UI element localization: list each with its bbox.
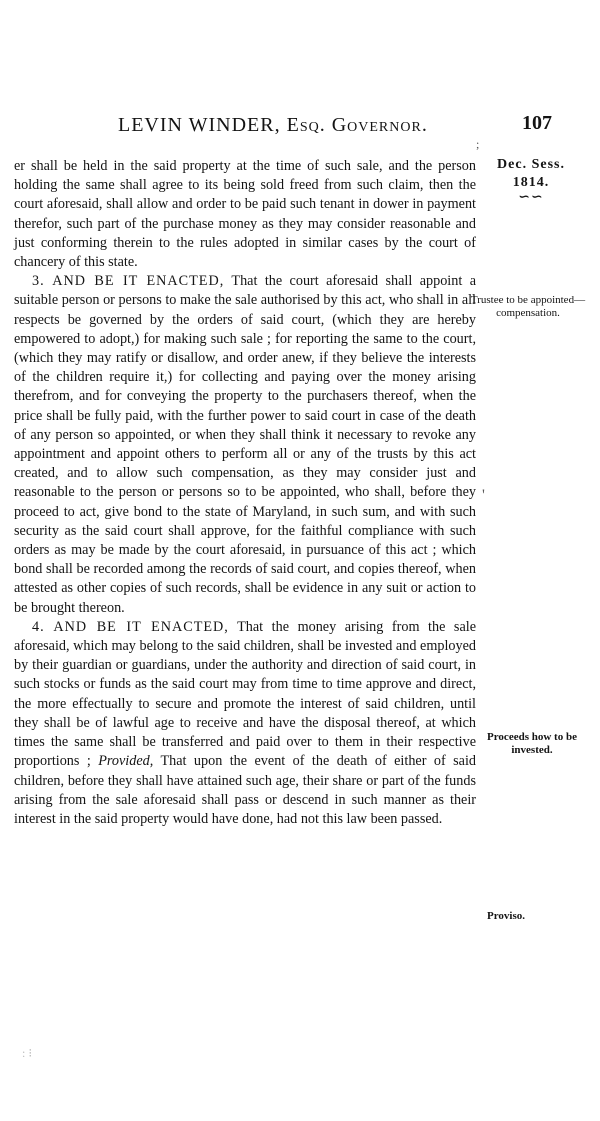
margin-note-trustee: Trustee to be appointed—compensation. [470, 294, 586, 319]
section-4-text: That the money arising from the sale aforesaid, which may belong to the said children, shall be invested and employed by their guardian or guardians, under the authority and direction of said court, in such stocks or funds as the said court may from time to time approve and direct, the more effectually to secure and promote the interest of said children, until they shall be of lawful age to receive and have the disposal thereof, at which times the same shall be transferred and paid over to them in their respective proportions ; [14, 618, 476, 770]
margin-note-proviso: Proviso. [487, 910, 525, 922]
ink-smudge: ; [476, 137, 480, 151]
margin-session-note [476, 156, 586, 204]
page-header [0, 112, 600, 148]
body-text [14, 157, 476, 829]
section-4-proviso-text: That upon the event of the death of either of said children, before they shall have attained such age, their share or part of the funds arising from the sale aforesaid shall pass or descend in such manner as their interest in the said property would have done, had not this law been passed. [14, 753, 476, 827]
paragraph-section-4 [14, 618, 476, 829]
section-3-heading: 3. AND BE IT ENACTED, [32, 273, 225, 290]
paragraph-continuation: er shall be held in the said property at the time of such sale, and the person holding the same shall agree to its being sold freed from such claim, then the court aforesaid, shall allow and order to be paid such tenant in dower in payment therefor, such part of the purchase money as they may consider reasonable and just conforming therein to the rules adopted in similar cases by the court of chancery of this state. [14, 158, 476, 271]
ink-smudge: ' [482, 487, 485, 504]
section-4-heading: 4. AND BE IT ENACTED, [32, 618, 229, 635]
margin-note-proceeds: Proceeds how to be invested. [487, 731, 577, 756]
session-label: Dec. Sess. [497, 157, 565, 172]
page-number: 107 [522, 112, 552, 134]
running-title: LEVIN WINDER, Esq. Governor. [118, 114, 428, 136]
section-3-text: That the court aforesaid shall appoint a suitable person or persons to make the sale authorised by this act, who shall in all respects be governed by the orders of said court, (which they are hereby empowered to adopt,) for making such sale ; for reporting the same to the court, (which they may ratify or disallow, and order anew, if they believe the interests of the children require it,) for collecting and paying over the money arising therefrom, and for conveying the property to the purchasers thereof, when the price shall be fully paid, with the further power to said court in case of the death of any person so appointed, or when they shall think it necessary to revoke any appointment and appoint others to perform all or any of the trusts by this act created, and to allow such compensation, as they may consider just and reasonable to the person or persons so to be appointed, who shall, before they proceed to act, give bond to the state of Maryland, in such sum, and with such security as the said court shall approve, for the faithful compliance with such orders as may be made by the court aforesaid, in pursuance of this act ; which bond shall be recorded among the records of said court, and copies thereof, when attested as other copies of such records, shall be evidence in any suit or action to be brought thereon. [14, 273, 476, 616]
paragraph-section-3 [14, 272, 476, 618]
proviso-word: Provided, [98, 753, 154, 770]
session-year: 1814. [512, 175, 550, 190]
ink-smudge: : ⁝ [22, 1046, 33, 1060]
flourish-ornament: ∽∽ [518, 190, 544, 205]
